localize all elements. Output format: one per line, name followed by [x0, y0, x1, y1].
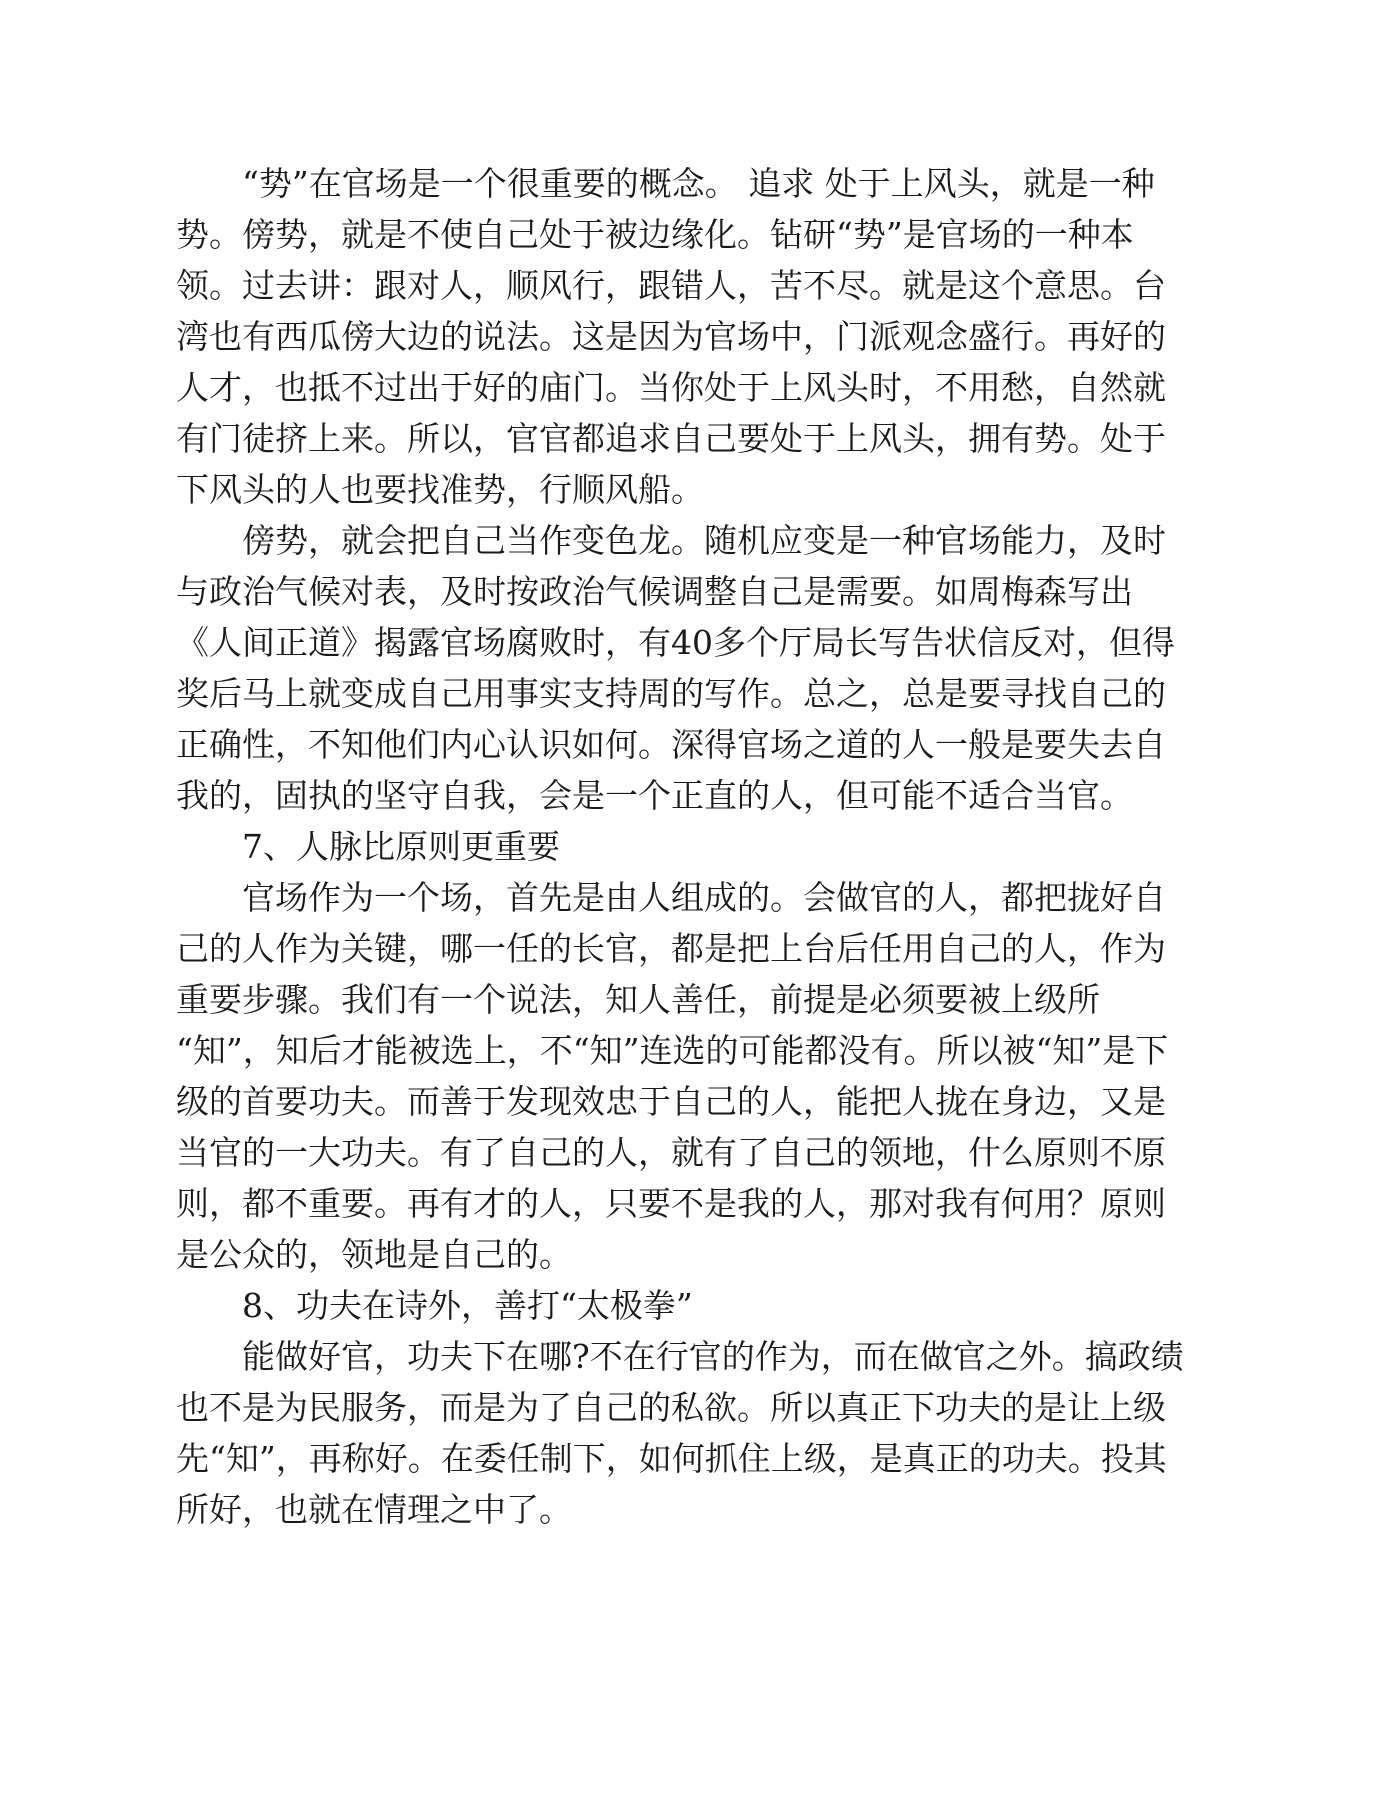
- paragraph-line: 傍势，就会把自己当作变色龙。随机应变是一种官场能力，及时: [242, 521, 1166, 560]
- paragraph-line: “知”，知后才能被选上，不“知”连选的可能都没有。所以被“知”是下: [176, 1031, 1169, 1070]
- paragraph-line: 《人间正道》揭露官场腐败时，有40多个厅局长写告状信反对，但得: [176, 623, 1175, 662]
- paragraph-line: 领。过去讲：跟对人，顺风行，跟错人，苦不尽。就是这个意思。台: [176, 266, 1166, 305]
- paragraph-line: 能做好官，功夫下在哪?不在行官的作为，而在做官之外。搞政绩: [242, 1337, 1184, 1376]
- paragraph-line: 人才，也抵不过出于好的庙门。当你处于上风头时，不用愁，自然就: [176, 368, 1166, 407]
- paragraph-line: 与政治气候对表，及时按政治气候调整自己是需要。如周梅森写出: [176, 572, 1133, 611]
- paragraph-line: 有门徒挤上来。所以，官官都追求自己要处于上风头，拥有势。处于: [176, 419, 1166, 458]
- paragraph-line: 则，都不重要。再有才的人，只要不是我的人，那对我有何用？原则: [176, 1184, 1166, 1223]
- paragraph-line: 下风头的人也要找准势，行顺风船。: [176, 470, 704, 509]
- body-text: [176, 158, 1216, 1535]
- paragraph-line: “势”在官场是一个很重要的概念。 追求 处于上风头，就是一种: [242, 164, 1155, 203]
- paragraph-line: 级的首要功夫。而善于发现效忠于自己的人，能把人拢在身边，又是: [176, 1082, 1166, 1121]
- paragraph-line: 是公众的，领地是自己的。: [176, 1235, 572, 1274]
- paragraph-line: 己的人作为关键，哪一任的长官，都是把上台后任用自己的人，作为: [176, 929, 1166, 968]
- paragraph-line: 正确性，不知他们内心认识如何。深得官场之道的人一般是要失去自: [176, 725, 1166, 764]
- paragraph-line: 我的，固执的坚守自我，会是一个正直的人，但可能不适合当官。: [176, 776, 1133, 815]
- section-heading: 7、人脉比原则更重要: [242, 827, 560, 866]
- paragraph-line: 官场作为一个场，首先是由人组成的。会做官的人，都把拢好自: [242, 878, 1166, 917]
- paragraph-line: 所好，也就在情理之中了。: [176, 1490, 572, 1529]
- paragraph-line: 先“知”，再称好。在委任制下，如何抓住上级，是真正的功夫。投其: [176, 1439, 1167, 1478]
- paragraph-line: 重要步骤。我们有一个说法，知人善任，前提是必须要被上级所: [176, 980, 1100, 1019]
- paragraph-line: 也不是为民服务，而是为了自己的私欲。所以真正下功夫的是让上级: [176, 1388, 1166, 1427]
- paragraph-line: 势。傍势，就是不使自己处于被边缘化。钻研“势”是官场的一种本: [176, 215, 1134, 254]
- section-heading: 8、功夫在诗外，善打“太极拳”: [242, 1286, 693, 1325]
- paragraph-line: 当官的一大功夫。有了自己的人，就有了自己的领地，什么原则不原: [176, 1133, 1166, 1172]
- paragraph-line: 湾也有西瓜傍大边的说法。这是因为官场中，门派观念盛行。再好的: [176, 317, 1166, 356]
- paragraph-line: 奖后马上就变成自己用事实支持周的写作。总之，总是要寻找自己的: [176, 674, 1166, 713]
